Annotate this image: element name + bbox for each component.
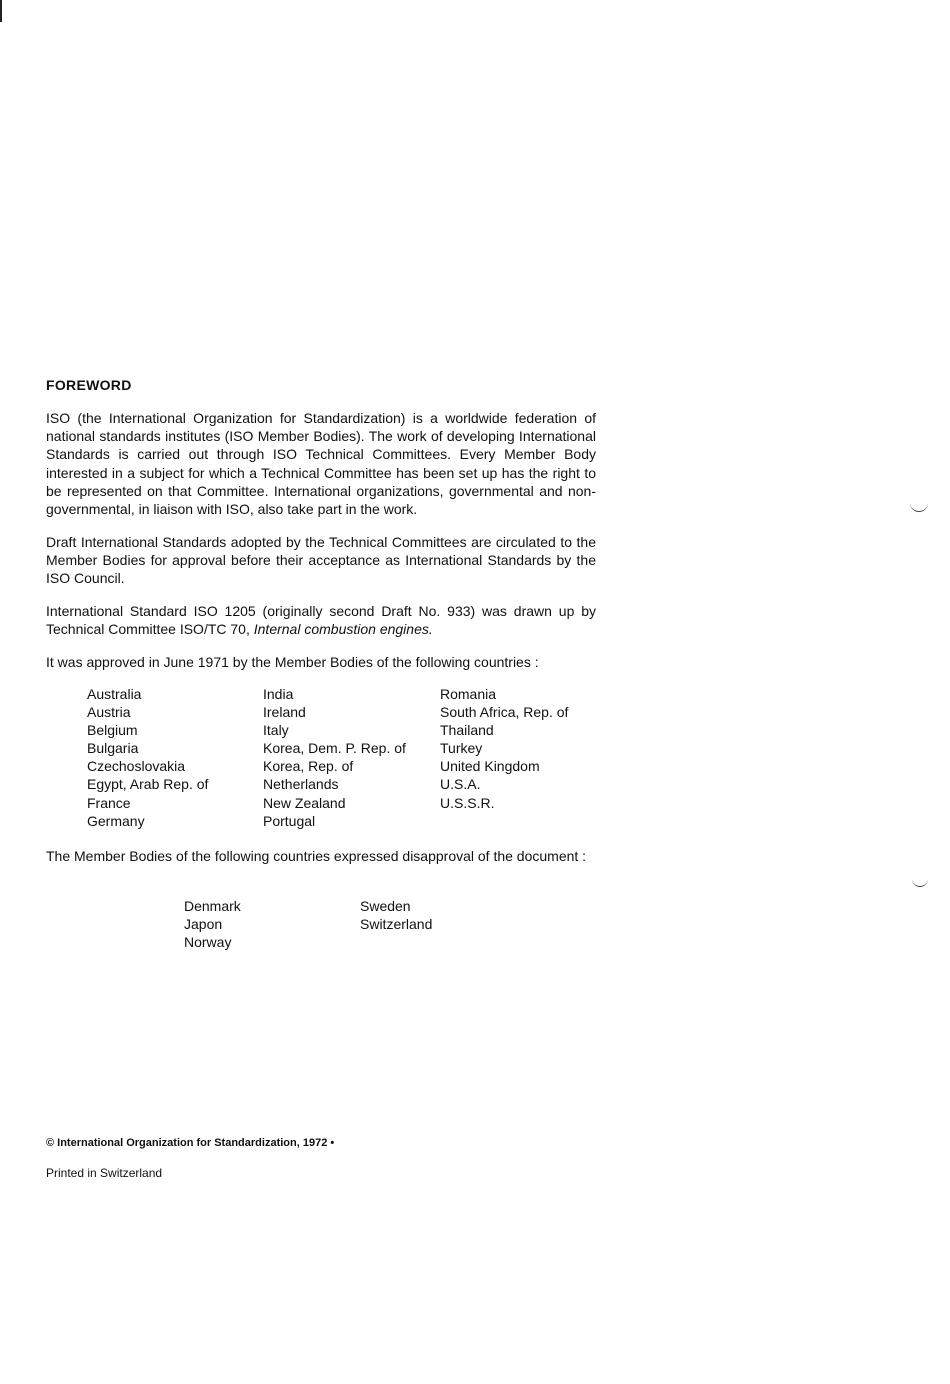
country-item: India <box>263 686 294 702</box>
country-item: Denmark <box>184 898 241 914</box>
draft-paragraph: Draft International Standards adopted by the Technical Committees are circulated to the Member Bodies for approval before their acceptance as International Standards by the ISO Council. <box>46 534 596 587</box>
standard-paragraph <box>46 602 596 638</box>
standard-paragraph-text: International Standard ISO 1205 (originally second Draft No. 933) was drawn up by Technical Committee ISO/TC 70, <box>46 603 596 638</box>
country-item: South Africa, Rep. of <box>440 704 569 721</box>
country-item: Thailand <box>440 722 494 739</box>
country-item: Romania <box>440 686 497 702</box>
country-item: Japon <box>184 916 223 933</box>
country-item: U.S.S.R. <box>440 794 495 811</box>
printed-location: Printed in Switzerland <box>46 1166 163 1180</box>
approval-paragraph: It was approved in June 1971 by the Member Bodies of the following countries : <box>46 654 539 670</box>
disapproving-countries-col2 <box>360 897 432 933</box>
committee-title: Internal combustion engines. <box>253 621 433 638</box>
country-item: Switzerland <box>360 916 433 933</box>
country-item: Austria <box>87 704 131 721</box>
country-item: Netherlands <box>263 776 339 793</box>
scan-artifact-mark <box>910 503 928 512</box>
country-item: Italy <box>263 722 289 739</box>
disapproval-paragraph: The Member Bodies of the following countries expressed disapproval of the document : <box>46 848 587 864</box>
intro-paragraph: ISO (the International Organization for Standardization) is a worldwide federation of national standards institutes (ISO Member Bodies). The work of developing International Standards is carried out through ISO Technical Committees. Every Member Body interested in a subject for which a Technical Committee has been set up has the right to be represented on that Committee. International organizations, governmental and non-governmental, in liaison with ISO, also take part in the work. <box>46 410 596 518</box>
country-item: Sweden <box>360 898 411 914</box>
country-item: United Kingdom <box>440 758 540 775</box>
country-item: France <box>87 794 131 811</box>
country-item: Turkey <box>440 740 483 757</box>
disapproving-countries-col1 <box>184 897 241 951</box>
scan-artifact-mark <box>912 878 928 887</box>
foreword-heading: FOREWORD <box>46 377 132 393</box>
approving-countries-col1 <box>87 685 208 830</box>
approving-countries-col3 <box>440 685 568 812</box>
country-item: Portugal <box>263 812 316 829</box>
country-item: Czechoslovakia <box>87 758 186 775</box>
country-item: New Zealand <box>263 794 346 811</box>
country-item: Korea, Rep. of <box>263 758 354 775</box>
country-item: Belgium <box>87 722 138 739</box>
country-item: Australia <box>87 686 142 702</box>
country-item: Bulgaria <box>87 740 139 757</box>
page-edge-mark <box>0 0 2 22</box>
country-item: Egypt, Arab Rep. of <box>87 776 209 793</box>
copyright-notice: © International Organization for Standardization, 1972 • <box>46 1137 335 1149</box>
country-item: Germany <box>87 812 145 829</box>
country-item: Norway <box>184 934 232 951</box>
approving-countries-col2 <box>263 685 406 830</box>
country-item: Korea, Dem. P. Rep. of <box>263 740 406 757</box>
country-item: U.S.A. <box>440 776 481 793</box>
country-item: Ireland <box>263 704 306 721</box>
